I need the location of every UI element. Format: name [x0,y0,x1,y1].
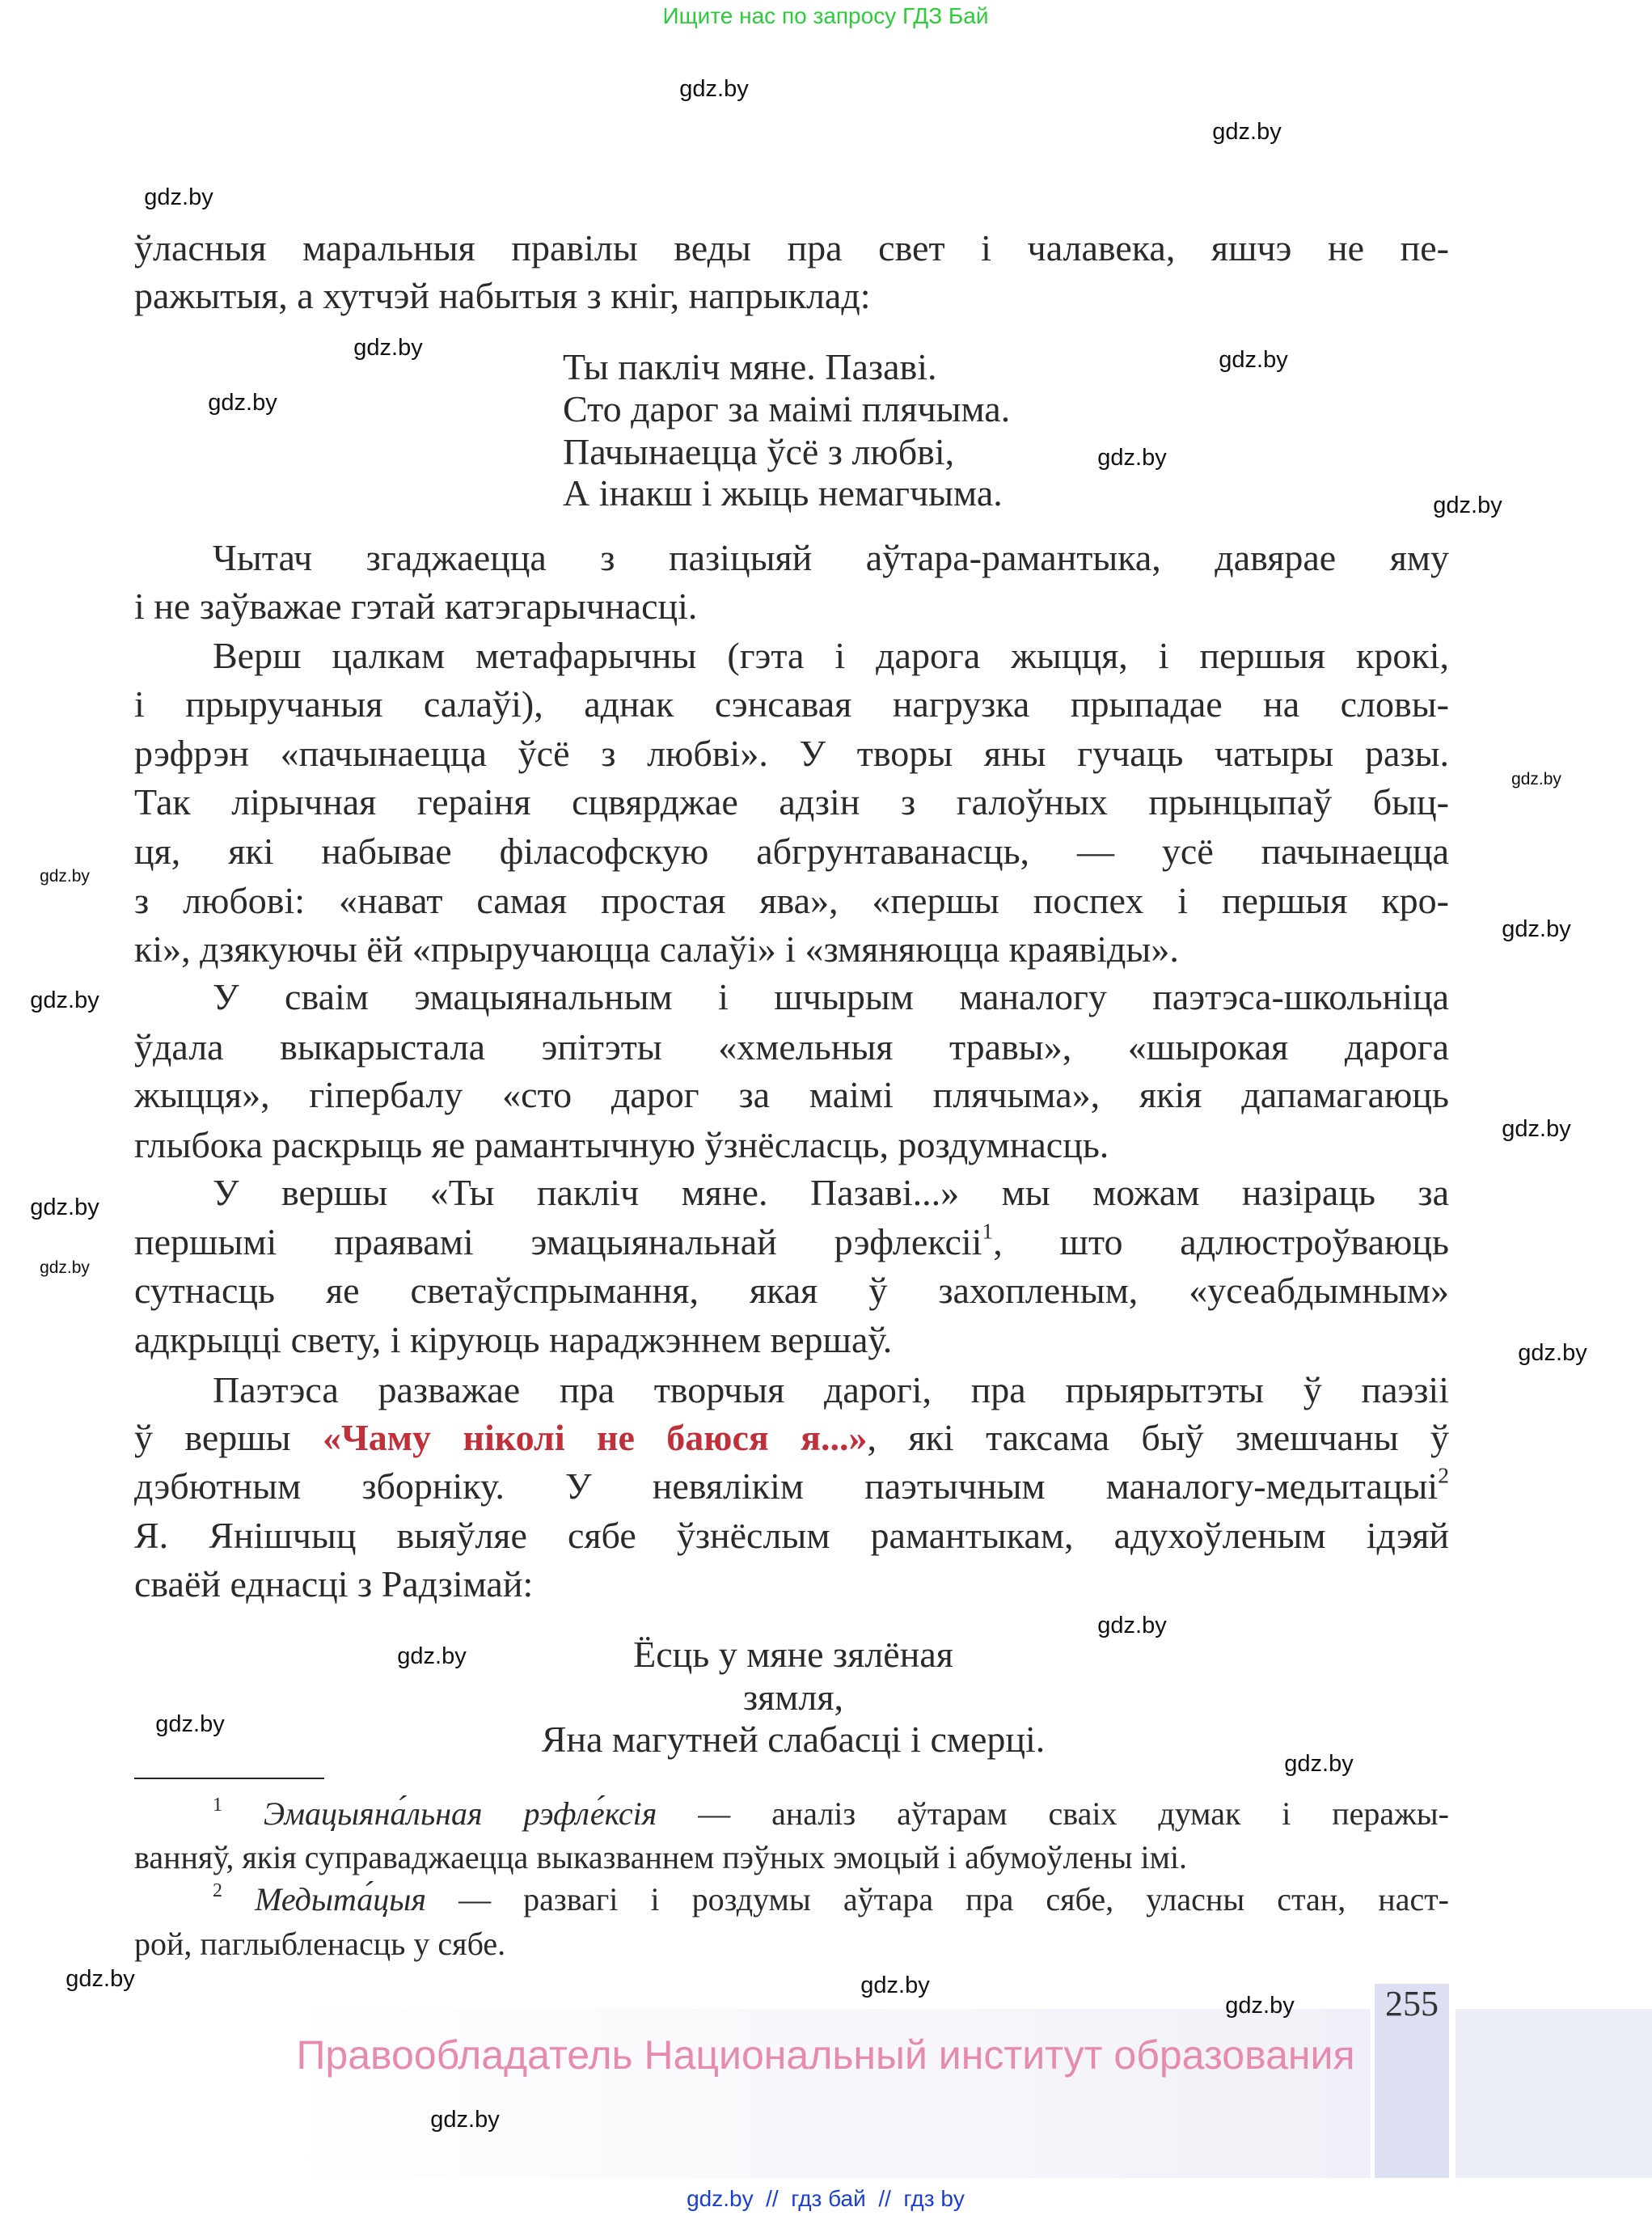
watermark: gdz.by [65,1966,135,1992]
text-segment: , які таксама быў змешчаны ў [867,1417,1449,1458]
footnote-marker: 2 [213,1880,222,1902]
watermark: gdz.by [430,2107,500,2133]
footnote-marker: 2 [1438,1462,1449,1488]
text-line [134,1218,1449,1266]
text-segment: Ты пакліч мяне. Пазаві. [563,346,937,387]
text-line [563,343,937,391]
text-segment: глыбока раскрыць яе рамантычную ўзнёсласць, роздумнасць. [134,1124,1109,1165]
text-segment: ўласныя маральныя правілы веды пра свет і чалавека, яшчэ не пе- [134,227,1449,268]
text-segment: жыцця», гіпербалу «сто дарог за маімі плячыма», якія дапамагаюць [134,1074,1449,1115]
text-segment: першымі праявамі эмацыянальнай рэфлексіі [134,1221,982,1262]
watermark: gdz.by [1097,445,1167,471]
footnote-line [134,1879,1449,1921]
page-side-box [1456,2009,1652,2178]
text-line [134,1071,1449,1119]
text-segment: А інакш і жыць немагчыма. [563,472,1003,514]
footnote-divider [134,1778,324,1779]
text-segment: ў вершы [134,1417,323,1458]
text-segment: адкрыцці свету, і кіруюць нараджэннем вершаў. [134,1319,893,1360]
watermark: gdz.by [144,184,213,210]
text-line [134,877,1449,925]
text-segment: Я. Янішчыц выяўляе сябе ўзнёслым рамантыкам, адухоўленым ідэяй [134,1515,1449,1556]
text-line [134,680,1449,729]
term-italic: Медыта́цыя [255,1881,426,1917]
text-line [134,272,1449,320]
watermark: gdz.by [1097,1613,1167,1638]
watermark: gdz.by [40,1258,90,1277]
watermark: gdz.by [30,987,99,1013]
text-segment: зямля, [742,1676,844,1718]
watermark: gdz.by [1219,347,1288,373]
text-line [134,632,1449,680]
text-line [134,1023,1449,1072]
text-segment: Так лірычная гераіня сцвярджае адзін з галоўных прынцыпаў быц- [134,781,1449,822]
footnote-marker: 1 [982,1218,994,1244]
text-segment: сваёй еднасці з Радзімай: [134,1563,534,1605]
text-segment: Пачынаецца ўсё з любві, [563,431,955,472]
text-line [134,925,1449,974]
watermark: gdz.by [1502,1116,1571,1142]
text-segment: — аналіз аўтарам сваіх думак і перажы- [657,1795,1450,1832]
footnote-line [134,1923,1449,1965]
footnote-marker: 1 [213,1795,222,1816]
text-segment: , што адлюстроўваюць [993,1221,1449,1262]
watermark: gdz.by [1225,1993,1295,2019]
footer-links[interactable]: gdz.by // гдз бай // гдз by [687,2186,965,2211]
text-segment: дэбютным зборніку. У невялікім паэтычным маналогу-медытацыі [134,1465,1439,1507]
watermark: gdz.by [1212,119,1282,145]
page-number: 255 [1385,1984,1439,2023]
text-segment: ця, які набывае філасофскую абгрунтаванасць, — усё пачынаецца [134,831,1449,872]
text-line [134,729,1449,778]
text-segment [222,1881,255,1917]
text-line [134,1266,1449,1315]
text-segment: кі», дзякуючы ёй «прыручаюцца салаўі» і «змяняюцца краявіды». [134,928,1179,970]
poem-title-highlight: «Чаму ніколі не баюся я...» [322,1417,868,1458]
text-line [633,1630,953,1679]
text-line [134,1121,1449,1169]
watermark: gdz.by [1502,916,1571,942]
text-line [134,1316,1449,1364]
text-segment: Сто дарог за маімі плячыма. [563,388,1011,429]
watermark: gdz.by [353,335,423,361]
search-hint-header: Ищите нас по запросу ГДЗ Бай [662,3,989,28]
text-segment: У вершы «Ты пакліч мяне. Пазаві...» мы можам назіраць за [213,1172,1449,1213]
text-segment: ражытыя, а хутчэй набытыя з кніг, напрыклад: [134,275,871,316]
watermark: gdz.by [208,390,277,416]
text-segment: Чытач згаджаецца з пазіцыяй аўтара-рамантыка, давярае яму [213,537,1449,578]
watermark: gdz.by [40,867,90,886]
text-line [542,1715,1046,1764]
text-line [134,1169,1449,1217]
text-segment: рой, паглыбленасць у сябе. [134,1926,506,1962]
text-line [134,534,1449,582]
text-line [134,778,1449,827]
watermark: gdz.by [397,1643,467,1669]
text-line [134,1414,1449,1462]
text-segment: У сваім эмацыянальным і шчырым маналогу паэтэса-школьніца [213,976,1449,1017]
text-line [134,1560,1449,1609]
text-segment: Паэтэса разважае пра творчыя дарогі, пра прыярытэты ў паэзіі [213,1369,1449,1410]
text-segment: сутнасць яе светаўспрымання, якая ў захопленым, «усеабдымным» [134,1270,1449,1311]
text-segment: — развагі і роздумы аўтара пра сябе, уласны стан, наст- [426,1881,1449,1917]
text-line [563,469,1003,518]
watermark: gdz.by [679,76,749,102]
text-segment [222,1795,264,1832]
footnote-line [134,1793,1449,1835]
text-segment: Ёсць у мяне зялёная [633,1634,953,1675]
text-segment: ванняў, якія суправаджаецца выказваннем пэўных эмоцый і абумоўлены імі. [134,1839,1188,1875]
text-segment: Яна магутней слабасці і смерці. [541,1719,1046,1760]
watermark: gdz.by [1433,493,1502,518]
text-segment: рэфрэн «пачынаецца ўсё з любві». У творы яны гучаць чатыры разы. [134,733,1449,774]
text-line [134,582,1449,631]
text-line [134,1512,1449,1560]
text-segment: і не заўважае гэтай катэгарычнасці. [134,586,698,627]
watermark: gdz.by [155,1711,225,1737]
text-line [134,1462,1449,1511]
text-segment: ўдала выкарыстала эпітэты «хмельныя травы», «шырокая дарога [134,1026,1449,1068]
watermark: gdz.by [1284,1751,1354,1777]
copyright-owner: Правообладатель Национальный институт образования [296,2032,1355,2078]
text-segment: з любові: «нават самая простая ява», «першы поспех і першыя кро- [134,880,1449,921]
footnote-line [134,1837,1449,1879]
watermark: gdz.by [30,1194,99,1220]
text-line [134,1366,1449,1414]
text-segment: Верш цалкам метафарычны (гэта і дарога жыцця, і першыя крокі, [213,635,1449,676]
text-line [563,385,1010,433]
watermark: gdz.by [860,1972,930,1998]
text-line [743,1673,843,1722]
text-segment: і прыручаныя салаўі), аднак сэнсавая нагрузка прыпадае на словы- [134,683,1449,725]
watermark: gdz.by [1518,1340,1587,1366]
text-line [134,973,1449,1021]
watermark: gdz.by [1511,770,1561,789]
text-line [134,224,1449,273]
term-italic: Эмацыяна́льная рэфле́ксія [263,1795,657,1832]
text-line [134,827,1449,876]
